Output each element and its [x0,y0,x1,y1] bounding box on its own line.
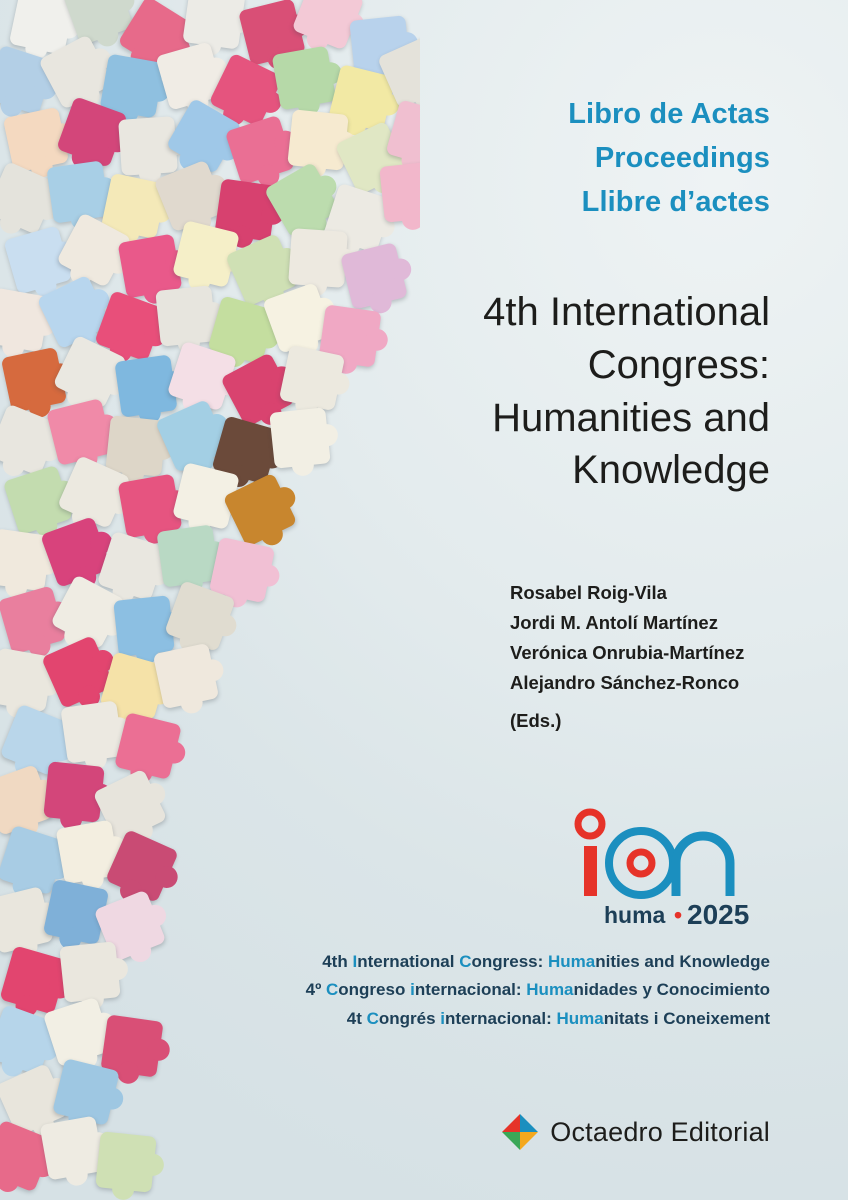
subtitle-segment: 4th [322,952,353,971]
subtitle-segment: C [366,1008,379,1028]
subtitle-segment: ongress: [471,952,549,971]
subtitle-segment: nitats i Coneixement [603,1008,770,1028]
puzzle-piece [59,941,121,1003]
puzzle-piece [287,109,349,171]
puzzle-piece [114,712,182,780]
editor-name: Verónica Onrubia-Martínez [510,641,745,663]
subtitle-segment: Huma [548,952,596,971]
subtitle-segment: i [410,980,415,1000]
editors-list [510,578,744,736]
title-line: Humanities and [492,395,770,440]
subtitle-segment: C [326,980,339,1000]
octaedro-logo-icon [500,1112,540,1152]
language-subtitle [306,1005,770,1033]
subtitle-segment: Huma [526,980,574,1000]
puzzle-piece [182,0,245,50]
subtitle-segment: ongrés [378,1008,441,1028]
subtitle-segment: nternacional: [414,980,527,1000]
proceedings-label: Proceedings [594,142,770,175]
puzzle-piece [40,1116,105,1181]
subtitle-segment: i [440,1008,446,1028]
puzzle-piece [153,643,219,709]
publisher [500,1112,770,1152]
proceedings-label: Llibre d’actes [581,186,770,219]
puzzle-piece [379,161,420,223]
subtitle-segment: nities and Knowledge [595,952,770,971]
title-line: Congress: [587,342,770,387]
puzzle-piece [46,160,109,223]
subtitle-segment: nternacional: [445,1008,557,1028]
svg-text:2025: 2025 [687,899,750,930]
language-subtitle [306,976,770,1004]
proceedings-labels [568,92,770,224]
subtitle-segment: nternational [357,952,460,971]
puzzle-piece [155,285,217,347]
puzzle-piece [0,945,69,1014]
puzzle-piece [46,398,114,466]
puzzle-piece [118,474,183,539]
svg-text:•: • [674,902,683,928]
editors-suffix: (Eds.) [510,709,562,731]
editor-name: Alejandro Sánchez-Ronco [510,671,740,693]
puzzle-piece [95,1131,157,1193]
puzzle-piece [156,524,219,587]
subtitle-segment: nidades y Conocimiento [573,980,770,1000]
congress-logo [568,806,768,931]
puzzle-piece [288,228,348,288]
title-line: 4th International [483,290,770,334]
svg-text:huma: huma [604,902,666,928]
subtitle-segment: 4t [346,1008,367,1028]
puzzle-piece [272,46,337,111]
publisher-name: Octaedro Editorial [550,1116,770,1147]
subtitle-segment: 4º [305,980,326,1000]
page-title [250,286,770,497]
subtitle-segment: ongreso [338,980,411,1000]
subtitle-segment: Huma [556,1008,604,1028]
puzzle-piece [60,700,123,763]
editor-name: Rosabel Roig-Vila [510,582,667,603]
title-line: Knowledge [572,448,770,493]
proceedings-label: Libro de Actas [568,98,770,130]
language-subtitle [306,948,770,976]
subtitle-segment: I [352,952,358,971]
subtitle-segment: C [459,952,472,971]
language-subtitles [306,948,770,1033]
editor-name: Jordi M. Antolí Martínez [510,611,718,633]
